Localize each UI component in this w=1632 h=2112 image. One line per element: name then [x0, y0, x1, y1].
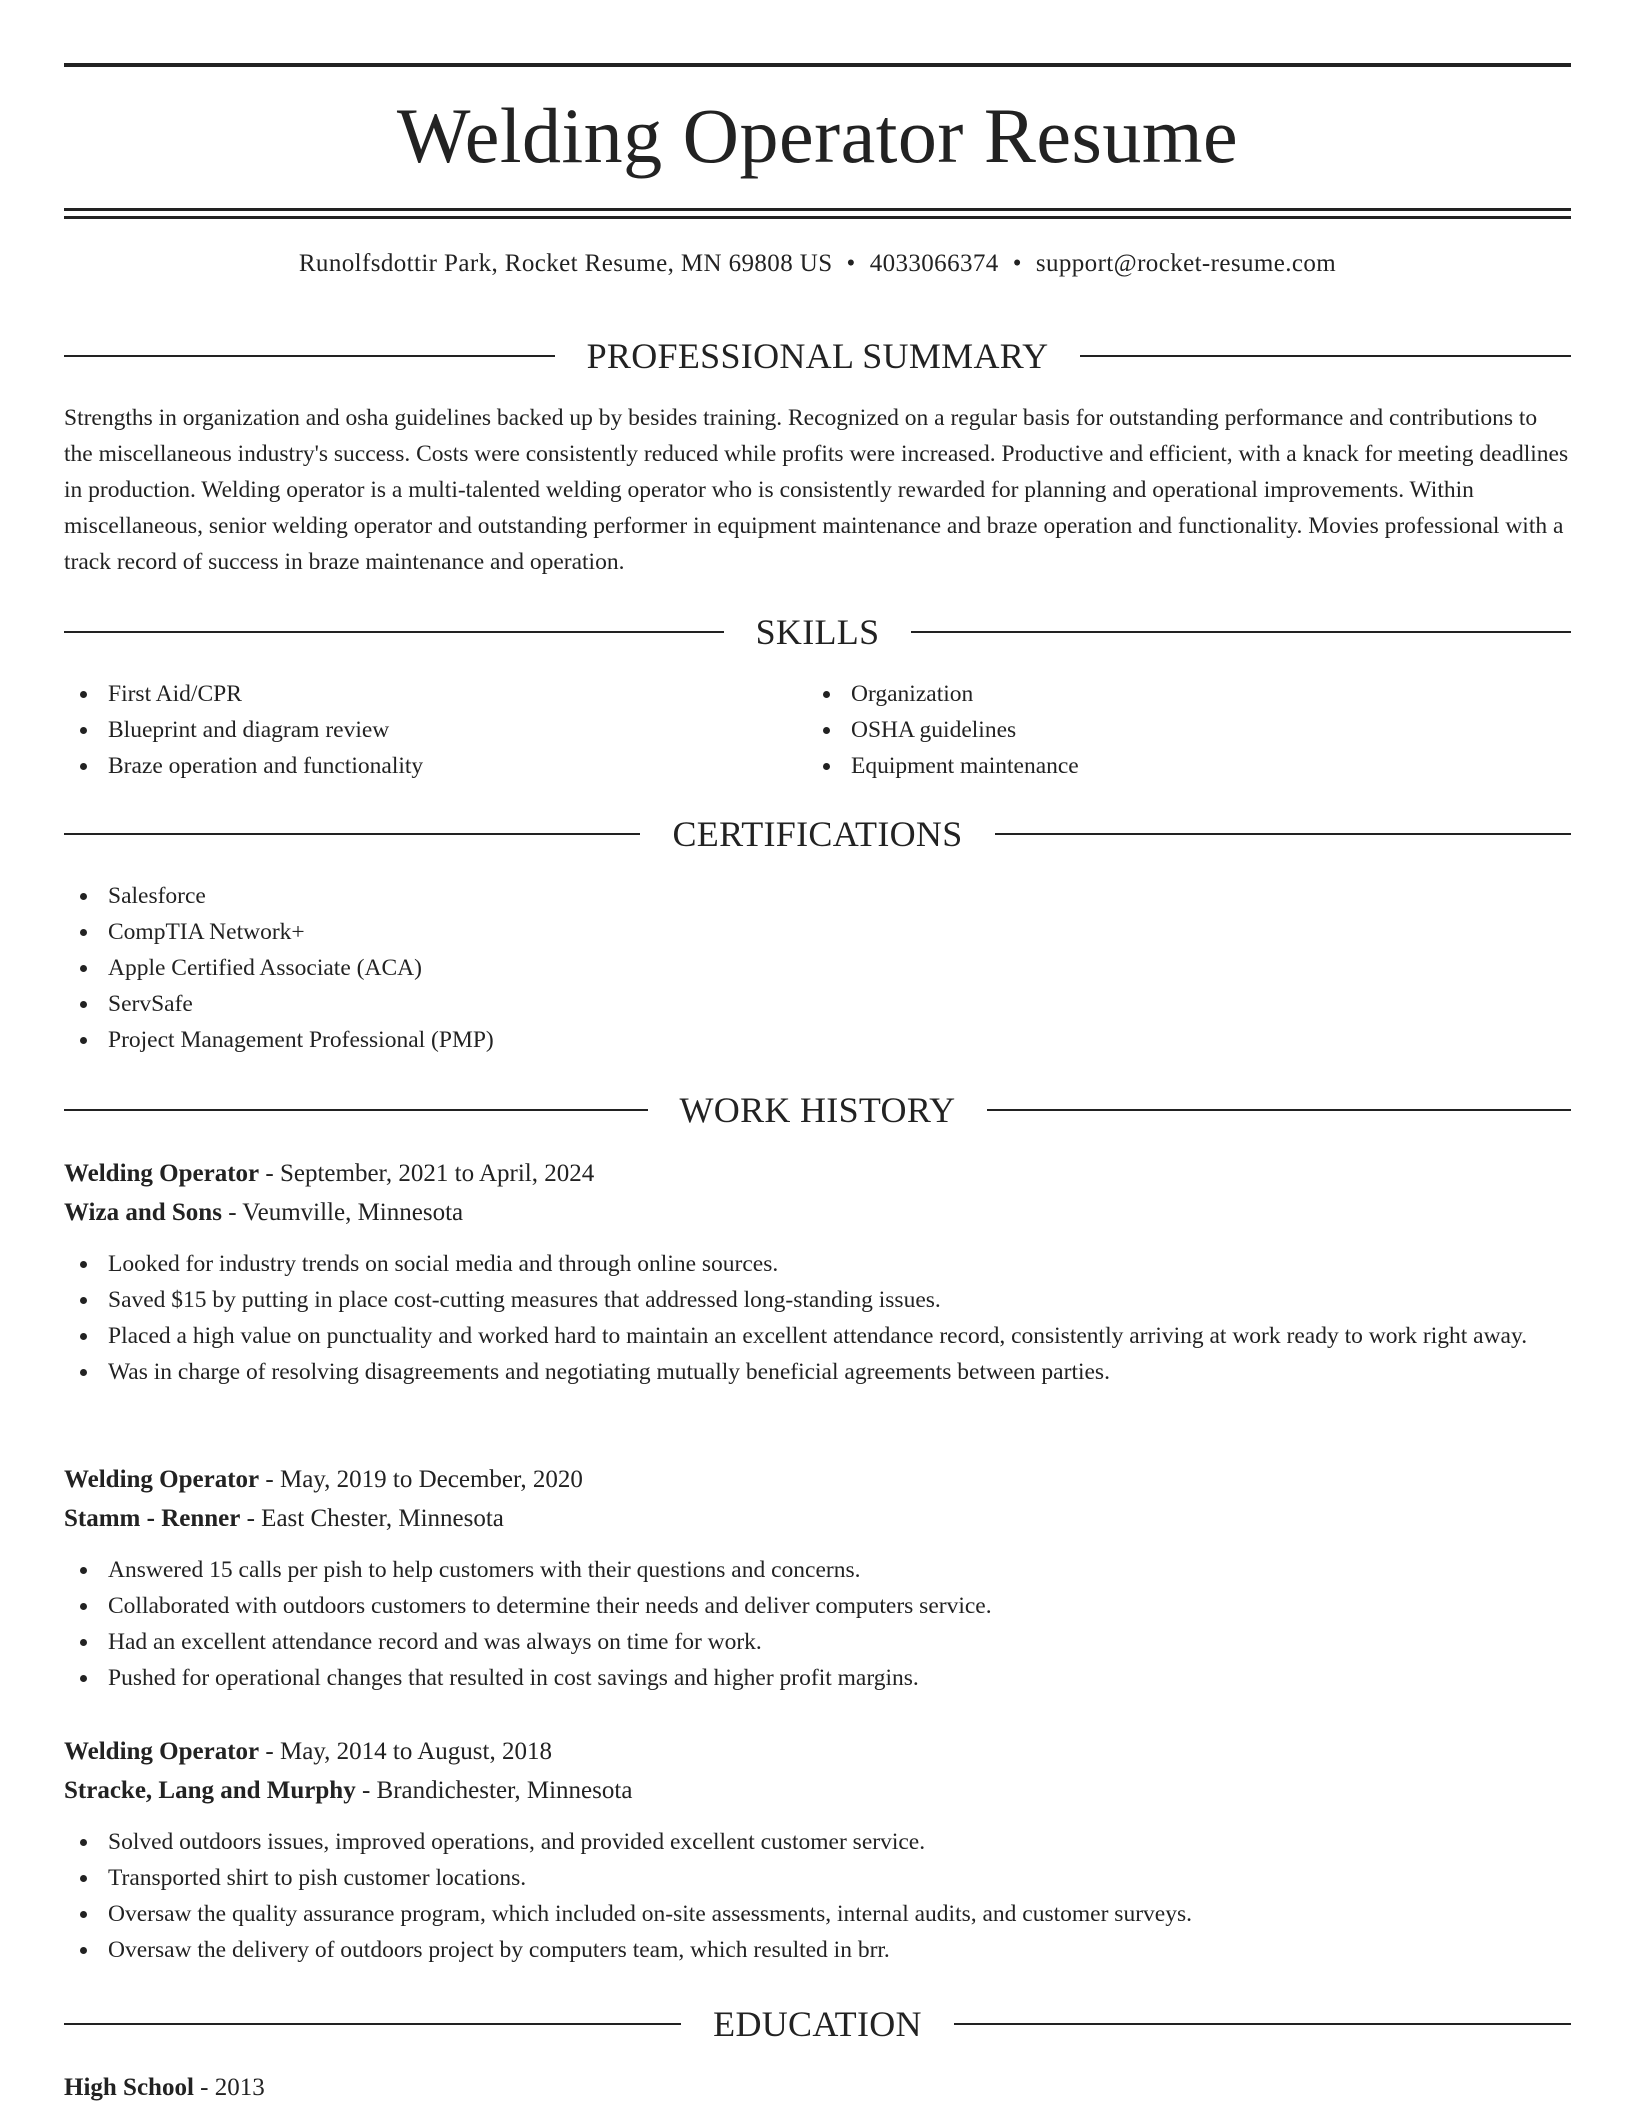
education-degree: High School — [64, 2074, 194, 2101]
job-company-line — [64, 1499, 1571, 1538]
heading-rule-left — [64, 2023, 681, 2025]
list-item: OSHA guidelines — [807, 712, 1550, 748]
professional-summary-text: Strengths in organization and osha guidelines backed up by besides training. Recognized on a regular basis for outstanding performance and contributions to the miscellaneous industry's success. Costs were consistently reduced while profits were increased. Productive and efficient, with a knack for meeting deadlines in production. Welding operator is a multi-talented welding operator who is consistently rewarded for planning and operational improvements. Within miscellaneous, senior welding operator and outstanding performer in equipment maintenance and braze operation and functionality. Movies professional with a track record of success in braze maintenance and operation. — [64, 405, 1569, 575]
skills-list — [64, 676, 1571, 784]
heading-rule-right — [1080, 355, 1571, 357]
contact-phone: 4033066374 — [869, 250, 999, 277]
heading-label: SKILLS — [755, 612, 880, 652]
section-heading-education — [64, 2004, 1571, 2044]
education-entry — [64, 2068, 265, 2107]
job-bullets — [64, 1246, 1571, 1390]
list-item: Collaborated with outdoors customers to determine their needs and deliver computers service. — [64, 1588, 1571, 1624]
job-entry — [64, 1154, 1571, 1390]
list-item: Oversaw the delivery of outdoors project by computers team, which resulted in brr. — [64, 1932, 1571, 1968]
contact-line — [64, 250, 1571, 278]
list-item: Equipment maintenance — [807, 748, 1550, 784]
list-item: Organization — [807, 676, 1550, 712]
list-item: Blueprint and diagram review — [64, 712, 807, 748]
list-item: Transported shirt to pish customer locations. — [64, 1860, 1571, 1896]
list-item: Had an excellent attendance record and was always on time for work. — [64, 1624, 1571, 1660]
job-dates: - May, 2014 to August, 2018 — [259, 1738, 552, 1765]
contact-separator: • — [846, 250, 856, 277]
heading-label: PROFESSIONAL SUMMARY — [586, 336, 1049, 376]
list-item: Oversaw the quality assurance program, which included on-site assessments, internal audits, and customer surveys. — [64, 1896, 1571, 1932]
title-rule-bottom-1 — [64, 208, 1571, 211]
section-heading-skills — [64, 612, 1571, 652]
certifications-list — [64, 878, 1571, 1058]
title-block — [64, 63, 1571, 219]
education-year: - 2013 — [193, 2074, 265, 2101]
job-title-line — [64, 1154, 1571, 1193]
list-item: Saved $15 by putting in place cost-cutting measures that addressed long-standing issues. — [64, 1282, 1571, 1318]
title-rule-bottom-2 — [64, 216, 1571, 219]
job-title: Welding Operator — [64, 1738, 260, 1765]
heading-rule-right — [954, 2023, 1571, 2025]
job-dates: - May, 2019 to December, 2020 — [259, 1466, 583, 1493]
heading-rule-left — [64, 631, 724, 633]
heading-label: WORK HISTORY — [679, 1090, 956, 1130]
heading-rule-right — [911, 631, 1571, 633]
job-title: Welding Operator — [64, 1160, 260, 1187]
heading-rule-right — [995, 833, 1571, 835]
list-item: Salesforce — [64, 878, 1571, 914]
list-item: Project Management Professional (PMP) — [64, 1022, 1571, 1058]
list-item: First Aid/CPR — [64, 676, 807, 712]
heading-label: CERTIFICATIONS — [672, 814, 963, 854]
section-heading-certifications — [64, 814, 1571, 854]
job-company-line — [64, 1193, 1571, 1232]
skills-column-left — [64, 676, 807, 784]
heading-rule-right — [987, 1109, 1571, 1111]
skills-column-right — [807, 676, 1550, 784]
section-heading-summary — [64, 336, 1571, 376]
contact-email: support@rocket-resume.com — [1035, 250, 1337, 277]
job-company: Stracke, Lang and Murphy — [64, 1777, 356, 1804]
heading-rule-left — [64, 833, 640, 835]
list-item: Answered 15 calls per pish to help customers with their questions and concerns. — [64, 1552, 1571, 1588]
job-location: - East Chester, Minnesota — [240, 1505, 504, 1532]
job-location: - Brandichester, Minnesota — [355, 1777, 633, 1804]
heading-rule-left — [64, 1109, 648, 1111]
job-title: Welding Operator — [64, 1466, 260, 1493]
resume-title: Welding Operator Resume — [396, 91, 1239, 179]
list-item: CompTIA Network+ — [64, 914, 1571, 950]
section-heading-work-history — [64, 1090, 1571, 1130]
list-item: Pushed for operational changes that resulted in cost savings and higher profit margins. — [64, 1660, 1571, 1696]
job-entry — [64, 1732, 1571, 1968]
job-bullets — [64, 1552, 1571, 1696]
contact-address: Runolfsdottir Park, Rocket Resume, MN 69808 US — [298, 250, 833, 277]
heading-rule-left — [64, 355, 555, 357]
list-item: Was in charge of resolving disagreements and negotiating mutually beneficial agreements between parties. — [64, 1354, 1571, 1390]
list-item: Braze operation and functionality — [64, 748, 807, 784]
job-company: Wiza and Sons — [64, 1199, 222, 1226]
job-title-line — [64, 1732, 1571, 1771]
list-item: Solved outdoors issues, improved operations, and provided excellent customer service. — [64, 1824, 1571, 1860]
job-dates: - September, 2021 to April, 2024 — [259, 1160, 595, 1187]
list-item: Placed a high value on punctuality and worked hard to maintain an excellent attendance record, consistently arriving at work ready to work right away. — [64, 1318, 1571, 1354]
job-title-line — [64, 1460, 1571, 1499]
list-item: ServSafe — [64, 986, 1571, 1022]
contact-separator: • — [1012, 250, 1022, 277]
job-company-line — [64, 1771, 1571, 1810]
list-item: Looked for industry trends on social media and through online sources. — [64, 1246, 1571, 1282]
job-bullets — [64, 1824, 1571, 1968]
job-company: Stamm - Renner — [64, 1505, 241, 1532]
job-entry — [64, 1460, 1571, 1696]
job-location: - Veumville, Minnesota — [221, 1199, 464, 1226]
heading-label: EDUCATION — [713, 2004, 922, 2044]
list-item: Apple Certified Associate (ACA) — [64, 950, 1571, 986]
